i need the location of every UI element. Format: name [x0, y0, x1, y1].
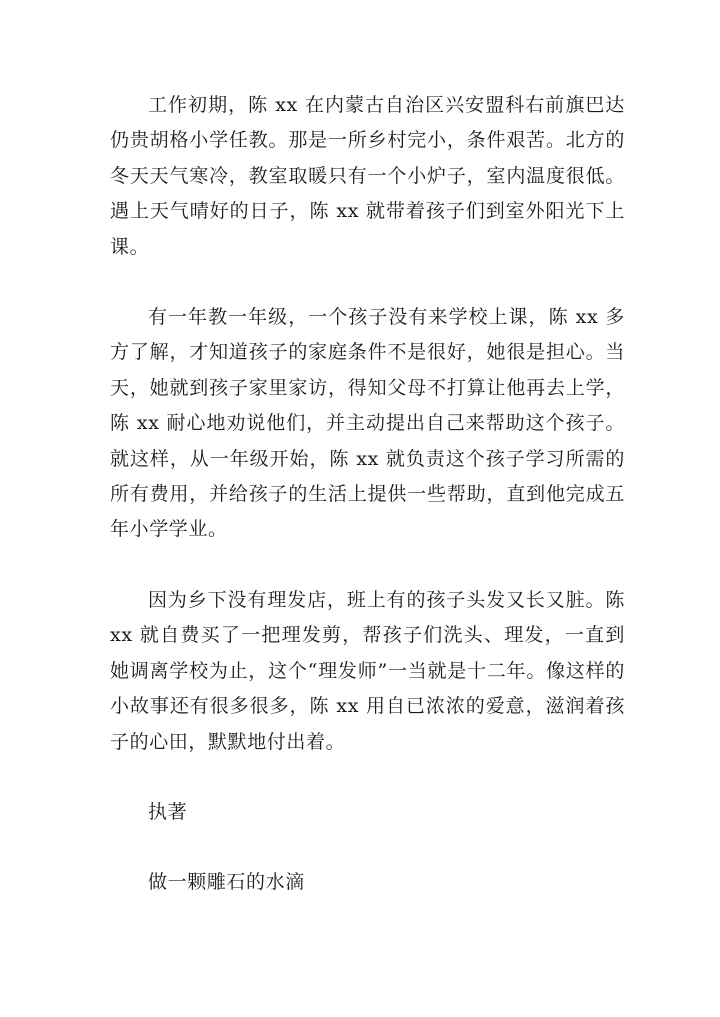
document-page	[110, 88, 625, 901]
paragraph-early-teaching: 工作初期，陈 xx 在内蒙古自治区兴安盟科右前旗巴达仍贵胡格小学任教。那是一所乡村完小，条件艰苦。北方的冬天天气寒冷，教室取暖只有一个小炉子，室内温度很低。遇上天气晴好的日子，陈 xx 就带着孩子们到室外阳光下上课。	[110, 94, 625, 258]
paragraph-first-grade-child: 有一年教一年级，一个孩子没有来学校上课，陈 xx 多方了解，才知道孩子的家庭条件不是很好，她很是担心。当天，她就到孩子家里家访，得知父母不打算让他再去上学，陈 xx 耐心地劝说他们，并主动提出自己来帮助这个孩子。就这样，从一年级开始，陈 xx 就负责这个孩子学习所需的所有费用，并给孩子的生活上提供一些帮助，直到他完成五年小学学业。	[110, 306, 625, 541]
section-heading-water-drop: 做一颗雕石的水滴	[148, 871, 305, 894]
paragraph-barber: 因为乡下没有理发店，班上有的孩子头发又长又脏。陈 xx 就自费买了一把理发剪，帮孩子们洗头、理发，一直到她调离学校为止，这个“理发师”一当就是十二年。像这样的小故事还有很多很多，陈 xx 用自已浓浓的爱意，滋润着孩子的心田，默默地付出着。	[110, 588, 625, 753]
section-heading-persistence: 执著	[148, 800, 188, 823]
